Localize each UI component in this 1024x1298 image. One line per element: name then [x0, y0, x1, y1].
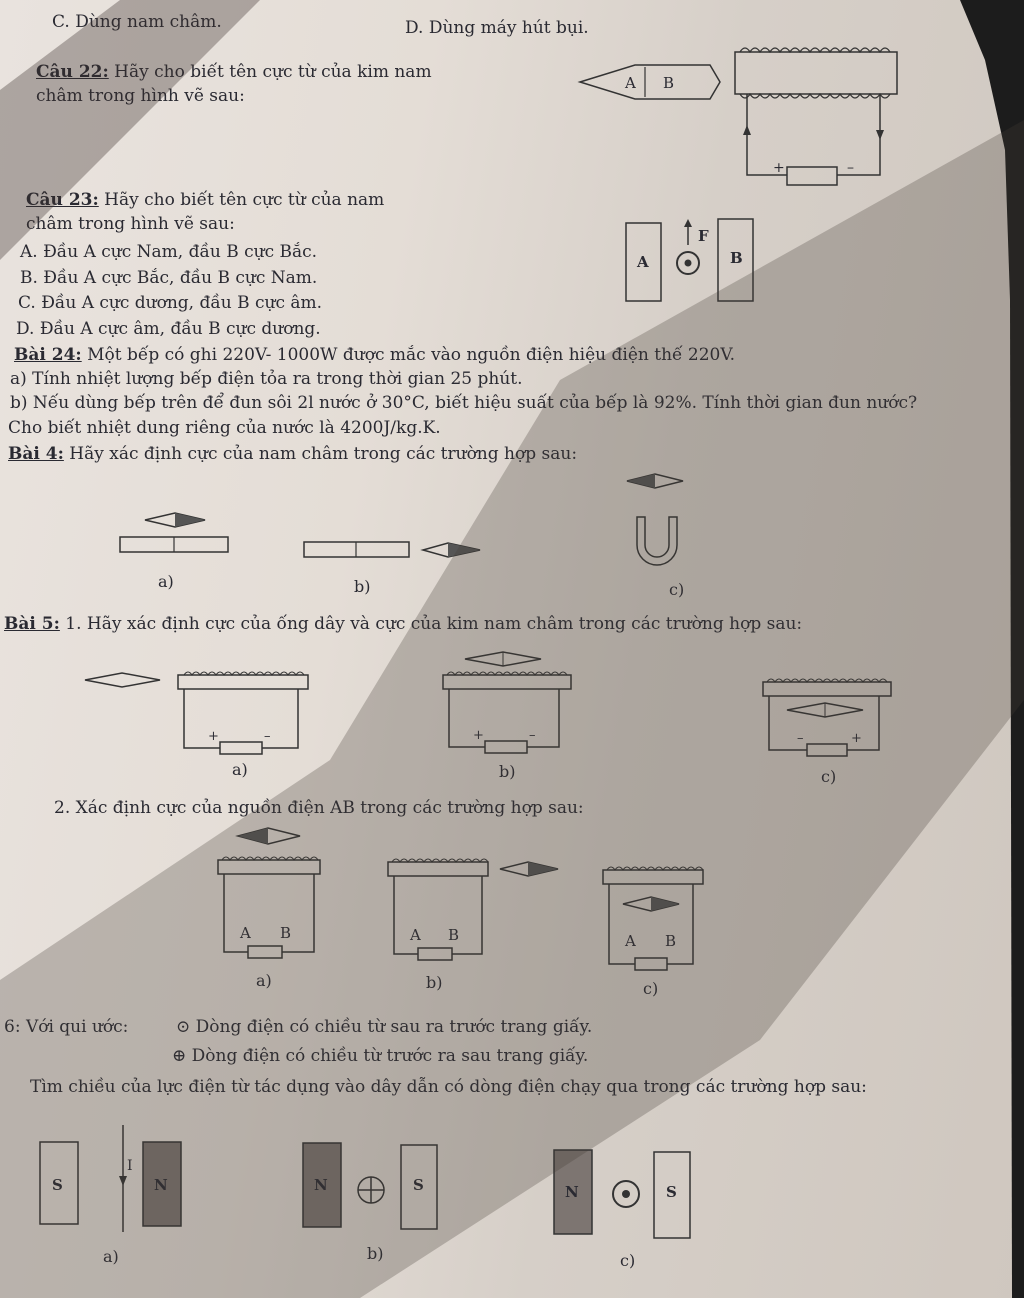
battery-5a — [220, 742, 262, 754]
question-23-option-a: A. Đầu A cực Nam, đầu B cực Bắc. — [20, 242, 318, 262]
battery-minus: – — [847, 160, 854, 176]
solenoid-5c — [763, 682, 891, 696]
question-22 — [36, 62, 432, 82]
exercise-5 — [4, 614, 802, 634]
figure-q23 — [620, 205, 760, 305]
battery-5b — [485, 741, 527, 753]
exercise-5-part-2: 2. Xác định cực của nguồn điện AB trong các trường hợp sau: — [54, 798, 584, 818]
exercise-6-prefix: 6: Với qui ước: — [4, 1017, 129, 1037]
exercise-4-text: Hãy xác định cực của nam châm trong các trường hợp sau: — [69, 444, 578, 464]
question-23-text: Hãy cho biết tên cực từ của nam — [104, 190, 385, 210]
solenoid-q22 — [735, 52, 897, 94]
source-52b-label-b: B — [448, 926, 460, 944]
magnet-b-label: B — [730, 249, 743, 267]
compass-needle-4c-dark — [627, 474, 655, 488]
current-arrow-6a — [119, 1176, 127, 1186]
exercise-24-note: Cho biết nhiệt dung riêng của nước là 4200J/kg.K. — [8, 418, 441, 438]
force-label: F — [698, 227, 709, 245]
question-23-line2: châm trong hình vẽ sau: — [26, 214, 235, 234]
exercise-5-1-figure-a — [80, 660, 320, 780]
exercise-24-part-b: b) Nếu dùng bếp trên để đun sôi 2l nước ở 30°C, biết hiệu suất của bếp là 92%. Tính thời gian đun nước? — [10, 393, 918, 413]
source-52c-label-b: B — [665, 932, 677, 950]
figure-q22 — [575, 40, 910, 200]
exercise-5-2-figure-c — [595, 858, 720, 1003]
exercise-6-figure-a — [35, 1120, 195, 1275]
magnet-6a-s-label: S — [52, 1176, 63, 1194]
magnet-6b-n-label: N — [314, 1176, 328, 1194]
source-52a-label-b: B — [280, 924, 292, 942]
exercise-6 — [4, 1017, 128, 1037]
solenoid-52c — [603, 870, 703, 884]
question-22-title: Câu 22: — [36, 62, 109, 82]
exercise-5-1-figure-c — [755, 670, 905, 790]
compass-needle-5a — [85, 673, 160, 687]
battery-5b-plus: + — [473, 728, 484, 743]
exercise-6-figure-b — [295, 1135, 450, 1270]
exercise-5-2-figure-a — [210, 822, 335, 997]
label-6b: b) — [367, 1244, 384, 1263]
question-22-text: Hãy cho biết tên cực từ của kim nam — [114, 62, 432, 82]
source-52a-label-a: A — [240, 924, 251, 942]
label-52a: a) — [256, 971, 272, 990]
solenoid-5b — [443, 675, 571, 689]
exercise-5-text: 1. Hãy xác định cực của ống dây và cực của kim nam châm trong các trường hợp sau: — [65, 614, 803, 634]
compass-needle-4b-dark — [448, 543, 480, 557]
exercise-6-dot-rule: ⊙ Dòng điện có chiều từ sau ra trước trang giấy. — [176, 1017, 593, 1037]
current-arrow-left — [743, 125, 751, 135]
label-4a: a) — [158, 572, 174, 591]
source-52b — [418, 948, 452, 960]
exercise-24-title: Bài 24: — [14, 345, 82, 365]
exercise-24-part-a: a) Tính nhiệt lượng bếp điện tỏa ra trong thời gian 25 phút. — [10, 369, 523, 389]
source-52b-label-a: A — [410, 926, 421, 944]
magnet-6a-n-label: N — [154, 1176, 168, 1194]
question-23 — [26, 190, 384, 210]
solenoid-52a — [218, 860, 320, 874]
exercise-6-plus-rule: ⊕ Dòng điện có chiều từ trước ra sau trang giấy. — [172, 1046, 589, 1066]
exercise-4 — [8, 444, 577, 464]
source-52c — [635, 958, 667, 970]
battery-q22 — [787, 167, 837, 185]
wire-52c-right — [667, 884, 693, 964]
source-52c-label-a: A — [625, 932, 636, 950]
exercise-4-figure-b — [298, 530, 498, 600]
compass-needle-52b-dark — [528, 862, 558, 876]
exercise-4-title: Bài 4: — [8, 444, 64, 464]
force-arrowhead — [684, 219, 692, 227]
compass-needle-52a-dark — [238, 828, 268, 844]
question-22-line2: châm trong hình vẽ sau: — [36, 86, 245, 106]
exercise-4-figure-c — [615, 465, 715, 605]
battery-plus: + — [773, 160, 785, 176]
needle-label-b: B — [663, 74, 675, 92]
exercise-6-task: Tìm chiều của lực điện từ tác dụng vào dây dẫn có dòng điện chạy qua trong các trường hợp sau: — [30, 1077, 867, 1097]
exercise-6-figure-c — [548, 1142, 703, 1277]
battery-5b-minus: – — [529, 728, 536, 743]
exercise-5-title: Bài 5: — [4, 614, 60, 634]
source-52a — [248, 946, 282, 958]
compass-needle-q22 — [580, 65, 720, 99]
exercise-4-figure-a — [110, 505, 240, 595]
magnet-6c-n-label: N — [565, 1183, 579, 1201]
battery-5c — [807, 744, 847, 756]
current-arrow-right — [876, 130, 884, 140]
conductor-dot-center — [685, 260, 692, 267]
exercise-24 — [14, 345, 735, 365]
label-6a: a) — [103, 1247, 119, 1266]
wire-52c-left — [609, 884, 635, 964]
magnet-6c-s-label: S — [666, 1183, 677, 1201]
question-23-option-d: D. Đầu A cực âm, đầu B cực dương. — [16, 319, 321, 339]
question-23-title: Câu 23: — [26, 190, 99, 210]
battery-5a-minus: – — [264, 729, 271, 744]
label-4b: b) — [354, 577, 371, 596]
circuit-wire-right — [837, 94, 880, 175]
exercise-5-1-figure-b — [435, 645, 585, 785]
battery-5c-plus: + — [851, 731, 862, 746]
compass-needle-4a-dark — [175, 513, 205, 527]
option-d: D. Dùng máy hút bụi. — [405, 18, 589, 38]
u-magnet-4c — [637, 517, 677, 565]
compass-needle-52c-dark — [651, 897, 679, 911]
option-c: C. Dùng nam châm. — [52, 12, 222, 32]
question-23-option-c: C. Đầu A cực dương, đầu B cực âm. — [18, 293, 323, 313]
current-label-6a: I — [127, 1158, 133, 1174]
needle-label-a: A — [625, 74, 636, 92]
label-5a: a) — [232, 760, 248, 779]
solenoid-5a — [178, 675, 308, 689]
exercise-5-2-figure-b — [380, 850, 570, 995]
battery-5a-plus: + — [208, 729, 219, 744]
label-6c: c) — [620, 1251, 636, 1270]
question-23-option-b: B. Đầu A cực Bắc, đầu B cực Nam. — [20, 268, 318, 288]
label-4c: c) — [669, 580, 685, 599]
magnet-a-label: A — [637, 253, 649, 271]
magnet-6b-s-label: S — [413, 1176, 424, 1194]
conductor-dot-6c-center — [622, 1190, 630, 1198]
label-5b: b) — [499, 762, 516, 781]
solenoid-52b — [388, 862, 488, 876]
exercise-24-text: Một bếp có ghi 220V- 1000W được mắc vào nguồn điện hiệu điện thế 220V. — [87, 345, 736, 365]
label-52c: c) — [643, 979, 659, 998]
battery-5c-minus: – — [797, 731, 804, 746]
label-52b: b) — [426, 973, 443, 992]
label-5c: c) — [821, 767, 837, 786]
